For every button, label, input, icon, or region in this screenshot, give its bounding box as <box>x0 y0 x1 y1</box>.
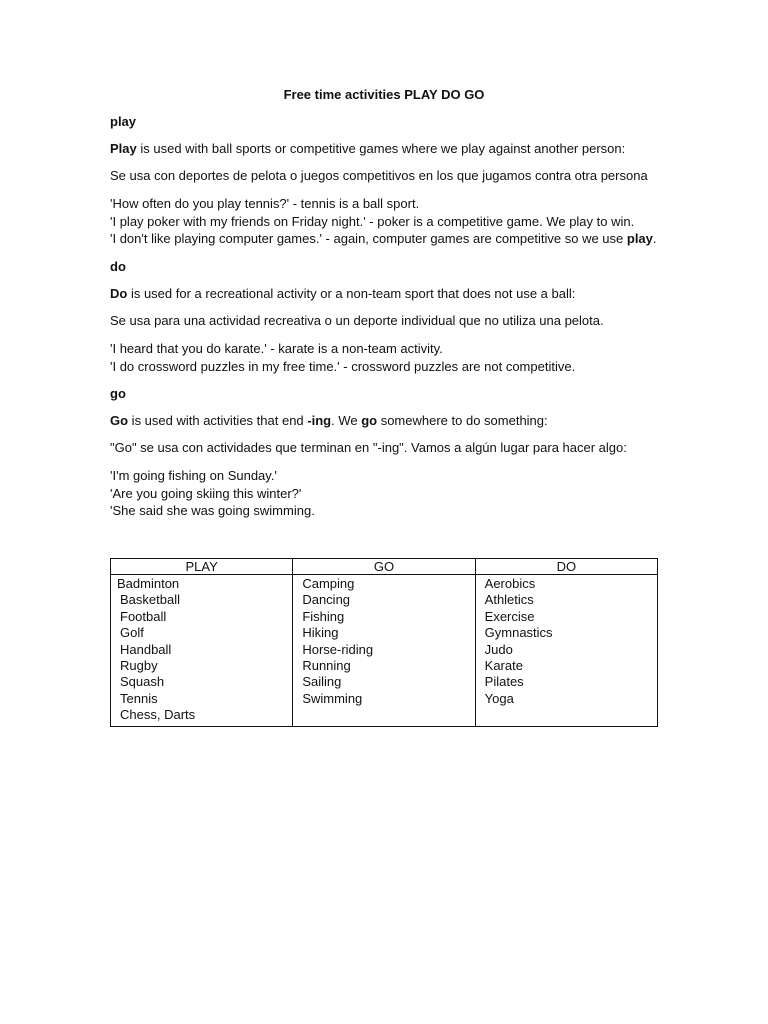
document-title: Free time activities PLAY DO GO <box>283 87 485 102</box>
list-item: Chess, Darts <box>120 707 196 723</box>
table-row <box>111 575 658 727</box>
go-rule-text-1: is used with activities that end <box>128 413 308 428</box>
go-column <box>293 575 475 727</box>
list-item: Golf <box>120 625 144 641</box>
play-examples <box>110 195 670 248</box>
play-column <box>111 575 293 727</box>
play-example-3-text: 'I don't like playing computer games.' - again, computer games are competitive so we use <box>110 231 627 246</box>
list-item: Horse-riding <box>302 641 374 657</box>
header-do: DO <box>475 559 657 575</box>
do-rule <box>110 285 670 303</box>
list-item: Aerobics <box>484 576 536 591</box>
header-play: PLAY <box>111 559 293 575</box>
heading-go: go <box>110 386 126 401</box>
heading-play: play <box>110 114 137 129</box>
list-item: Athletics <box>484 592 534 608</box>
play-example-1: 'How often do you play tennis?' - tennis is a ball sport. <box>110 196 420 211</box>
go-rule-text-3: somewhere to do something: <box>377 413 548 428</box>
do-example-1: 'I heard that you do karate.' - karate is a non-team activity. <box>110 341 443 356</box>
list-item: Sailing <box>302 674 342 690</box>
list-item: Football <box>120 608 167 624</box>
do-rule-keyword: Do <box>110 286 128 301</box>
go-rule-text-2: . We <box>331 413 362 428</box>
heading-do: do <box>110 259 126 274</box>
list-item: Gymnastics <box>484 625 553 641</box>
activities-table <box>110 558 658 727</box>
list-item: Exercise <box>484 608 535 624</box>
do-column <box>475 575 657 727</box>
table-header-row <box>111 559 658 575</box>
play-example-3-keyword: play <box>626 231 653 246</box>
play-rule-keyword: Play <box>110 141 137 156</box>
do-spanish: Se usa para una actividad recreativa o un deporte individual que no utiliza una pelota. <box>110 313 604 328</box>
go-rule-keyword-2: go <box>361 413 378 428</box>
list-item: Karate <box>484 658 523 674</box>
list-item: Pilates <box>484 674 524 690</box>
list-item: Swimming <box>302 690 363 706</box>
list-item: Squash <box>120 674 165 690</box>
list-item: Camping <box>302 576 355 591</box>
play-example-3-end: . <box>652 231 657 246</box>
list-item: Dancing <box>302 592 351 608</box>
go-rule <box>110 412 670 430</box>
go-rule-keyword: Go <box>110 413 129 428</box>
list-item: Yoga <box>484 690 514 706</box>
list-item: Tennis <box>120 690 158 706</box>
play-example-3 <box>110 230 670 248</box>
play-example-2: 'I play poker with my friends on Friday night.' - poker is a competitive game. We play to win. <box>110 213 635 229</box>
play-rule <box>110 140 670 158</box>
go-examples <box>110 467 670 520</box>
header-go: GO <box>293 559 475 575</box>
list-item: Judo <box>484 641 513 657</box>
list-item: Badminton <box>117 576 180 591</box>
do-rule-text: is used for a recreational activity or a non-team sport that does not use a ball: <box>127 286 576 301</box>
go-example-1: 'I'm going fishing on Sunday.' <box>110 468 277 483</box>
do-examples <box>110 340 670 375</box>
play-spanish: Se usa con deportes de pelota o juegos competitivos en los que jugamos contra otra persona <box>110 168 648 183</box>
play-rule-text: is used with ball sports or competitive games where we play against another person: <box>136 141 626 156</box>
go-example-3: 'She said she was going swimming. <box>110 503 315 518</box>
go-rule-ing: -ing <box>307 413 332 428</box>
list-item: Fishing <box>302 608 345 624</box>
go-spanish: "Go" se usa con actividades que terminan en "-ing". Vamos a algún lugar para hacer algo: <box>110 440 627 455</box>
list-item: Hiking <box>302 625 339 641</box>
do-example-2: 'I do crossword puzzles in my free time.' - crossword puzzles are not competitive. <box>110 358 576 374</box>
list-item: Basketball <box>120 592 180 608</box>
go-example-2: 'Are you going skiing this winter?' <box>110 485 302 501</box>
list-item: Rugby <box>120 658 158 674</box>
list-item: Running <box>302 658 351 674</box>
list-item: Handball <box>120 641 172 657</box>
